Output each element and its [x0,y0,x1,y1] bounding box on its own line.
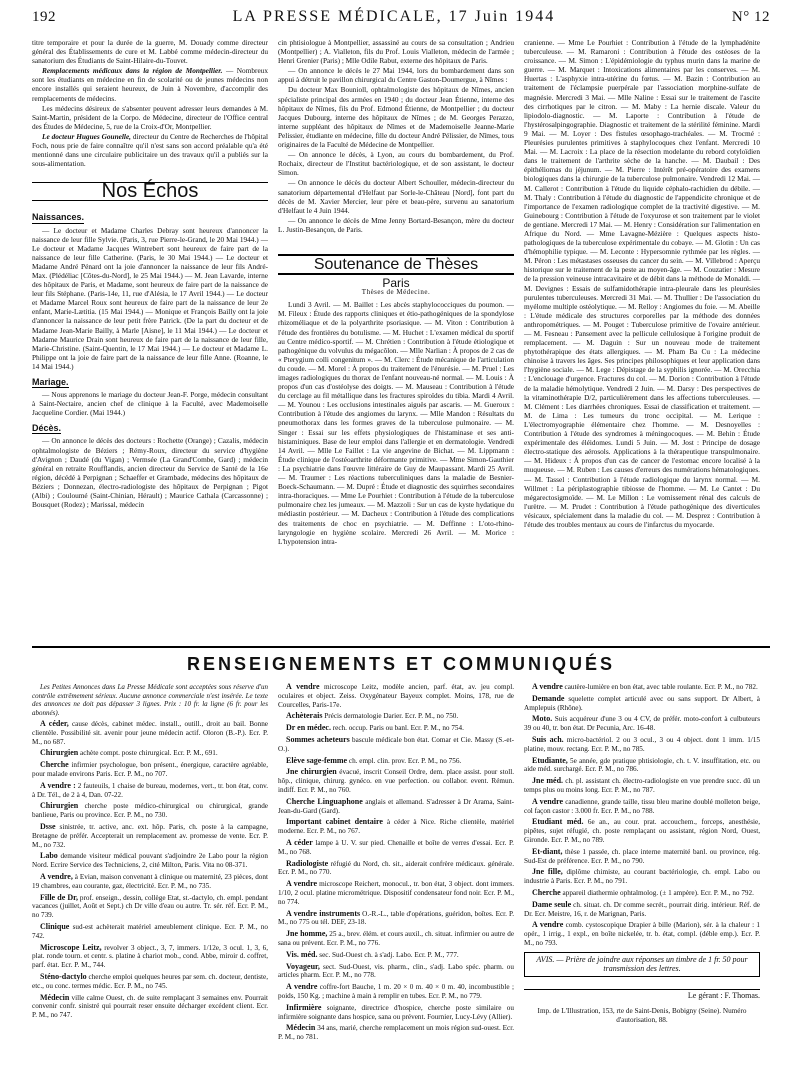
ad-text: sinistrée, tr. active, anc. ext. hôp. Paris, ch. poste à la campagne, Bretagne de préfér. Accepterait un remplacement av. promesse de vente. Ecr. P. M., no 732. [32,822,268,849]
ad-text: soignante, directrice d'hospice, cherche poste similaire ou infirmière soignante dans hospice, sana ou prévent. Fournier, Lucy-Lévy (Allier). [278,1003,514,1021]
ad-lead: Médecin [40,992,70,1002]
ad-text: squelette complet articulé avec ou sans support. Dr Albert, à Amplepuis (Rhône). [524,694,760,712]
page-header [32,8,770,30]
ad-lead: Important cabinet dentaire [286,817,383,827]
classified-ad [32,852,268,870]
classified-ad [278,683,514,709]
mariage-text: — Nous apprenons le mariage du docteur Jean-F. Porge, médecin consultant à Saint-Nectaire, ancien chef de clinique à la Faculté, avec Mademoiselle Jacqueline Cordier. (Mai 1944.) [32,390,268,418]
ad-lead: A vendre : [40,780,76,790]
remplacements-text-2: Les médecins désireux de s'absenter peuvent adresser leurs demandes à M. Saint-Martin, président de la Corpo. de Médecine, directeur de l'Office central des Études de Médecine, 5, rue de la Croix-d'Or, Montpellier. [32,103,268,131]
ad-lead: Cherche [40,760,69,770]
ad-lead: A vendre [286,682,320,691]
ad-lead: Infirmière [286,1002,322,1012]
renseignements-title: RENSEIGNEMENTS ET COMMUNIQUÉS [32,646,770,675]
ad-text: infirmier psychologue, bon présent., énergique, caractère agréable, pour malade environs Paris. Ecr. P. M., no 707. [32,761,268,778]
ad-lead: Jne méd. [532,776,564,786]
classified-ad [524,901,760,919]
gounelle-heading: Le docteur Hugues Gounelle, [42,131,132,141]
classified-ad [524,695,760,713]
classified-ad [524,777,760,795]
classified-ad [278,910,514,928]
deces-text: — On annonce le décès des docteurs : Rochette (Orange) ; Cazalis, médecin ophtalmologiste de Béziers ; Rémy-Roux, directeur du service d'hygiène d'Avignon ; Daudé (du Vigan) ; Vermsée (La Grand'Combe, Gard) ; médecin général en retraite Roufflandis, ancien directeur du Service de Santé de la 16e région, décédé à Perpignan ; Schaeffer et Grambade, médecins des hôpitaux de Béziers ; Donnezan, électro-radiologiste des hôpitaux de Perpignan ; Pigot (Albi) ; Couloumé (Saint-Chinian, Hérault) ; Maurice Cathala (Carcassonne) ; Bousquet (Rodez) ; Marissal, médecin [32,436,268,510]
imprint: Imp. de L'Illustration, 153, rte de Saint-Denis, Bobigny (Seine). Numéro d'autorisation, 88. [537,1007,747,1024]
ad-lead: Cherche [532,887,561,897]
ad-text: sud-est achèterait matériel ameublement clinique. Ecr. P. M., no 742. [32,922,268,940]
classified-ad [32,782,268,800]
ad-text: réfugié du Nord, ch. sit., aiderait confrère médicaux. générale. Ecr. P. M., no 770. [278,859,514,877]
ad-lead: Chirurgien [40,801,79,811]
remplacements-heading: Remplacements médicaux dans la région de Montpellier. [42,66,223,76]
ad-text: appareil diathermie ophtalmolog. (± 1 ampère). Ecr. P. M., no 792. [560,888,754,897]
ads-intro: Les Petites Annonces dans La Presse Médicale sont acceptées sous réserve d'un contrôle extrêmement sérieux. Aucune annonce commerciale n'est insérée. Le texte des annonces ne doit pas dépasser 3 lignes. Prix : 10 fr. la ligne (6 fr. pour les abonnés). [32,683,268,717]
classified-ad [524,818,760,844]
deces-continued: cin phtisiologue à Montpellier, assassiné au cours de sa consultation ; Andrieu (Montpellier) ; A. Vialleton, fils du Prof. Louis Vialleton, médecin de l'armée ; Henri Grenier (Paris) ; Mlle Odile Rabut, externe des hôpitaux de Paris. [278,38,514,66]
ad-lead: Vis. méd. [286,949,318,959]
ad-text: 6e an., au cour. prat. accouchem., forceps, anesthésie, pipêtes, sujet réfugié, ch. poste remplaçant ou assistant, région Nord, Ouest, Gironde. Ecr. P. M., no 789. [524,818,760,844]
ad-lead: Sommes acheteurs [286,734,350,744]
ad-text: Précis dermatologie Darier. Ecr. P. M., no 750. [322,712,459,721]
naissances-heading: Naissances. [32,212,85,223]
ad-lead: Cherche Linguaphone [286,796,363,806]
ad-lead: Fille de Dr, [40,892,78,902]
ad-text: revolver 3 object., 3, 7, immers. 1/12e, 3 ocul. 1, 3, 6, plat. ronde tourn. et centr. s. platine à chariot mob., cond. Abbe, miroir d. coffret, parf. état. Ecr. P. M., 744. [32,943,268,970]
classified-ad [524,715,760,733]
avis-box: AVIS. — Prière de joindre aux réponses un timbre de 1 fr. 50 pour transmission des lettres. [524,952,760,978]
classified-ad [278,768,514,794]
ad-text: microscope Leitz, modèle ancien, parf. état, av. jeu compl. oculaires et object. Zeiss. Oxygénateur Bayeux complet. Moins, 178, rue de Courcelles, Paris-17e. [278,683,515,709]
ad-text: micro-bactériol. 2 ou 3 ocul., 3 ou 4 object. dont 1 imm. 1/15 platine, mouv. rectang. Ecr. P. M., no 785. [524,735,760,753]
ad-lead: A vendre [286,982,318,992]
ad-lead: Et-diant, [532,846,563,856]
ad-lead: A vendre [532,920,564,930]
classified-ad [278,724,514,733]
ad-lead: Microscope Leitz, [40,942,102,952]
echos-title: Nos Échos [32,182,268,201]
ad-lead: A vendre [532,682,563,691]
ad-lead: Dsse [40,821,56,831]
classified-ad [278,880,514,906]
ad-text: sect. Sud-Ouest, vis. pharm., clin., s'adj. Labo spéc. pharm. ou articles pharm. Ecr. P. M., no 778. [278,962,514,980]
ad-text: à céder à Nice. Riche clientèle, matériel moderne. Ecr. P. M., no 767. [278,818,515,836]
ad-text: 2 fauteuils, 1 chaise de bureau, modernes, vert., tr. bon état, conv. à Dr. Tél., de 2 à 4, Dan. 07-22. [32,781,269,799]
ad-text: diplôme chimiste, au courant bactériologie, ch. empl. Labo ou industrie à Paris. Ecr. P. M., no 791. [524,868,761,886]
journal-title: LA PRESSE MÉDICALE, 17 Juin 1944 [232,8,556,25]
ad-lead: Achèterais [286,711,323,721]
classified-ad [524,848,760,866]
ad-lead: Chirurgien [40,748,79,758]
intro-paragraph: titre temporaire et pour la durée de la guerre, M. Douady comme directeur général des Établissements de cure et M. Labbé comme médecin-directeur du sanatorium des Étudiants de Saint-Hilaire-du-Touvet. [32,38,268,66]
theses-title: Soutenance de Thèses [278,254,514,275]
column-2 [278,38,514,640]
ad-lead: Demande [532,693,565,703]
classified-ad [278,1024,514,1042]
classified-ad [524,736,760,754]
ad-text: à Evian, maison convenant à clinique ou maternité, 23 pièces, dont 19 chambres, eau courante, gaz, électricité. Ecr. P. M., no 735. [32,872,268,890]
ad-lead: A vendre [532,796,564,806]
nimes-victims-text: Du docteur Max Bounioll, ophtalmologiste des hôpitaux de Nîmes, ancien spécialiste principal des armées en 1940 ; du docteur Jean Étienne, interne des hôpitaux de Nîmes, fils du Prof. Edmond Étienne, de Montpellier ; du docteur Jacques Dubourg, interne des hôpitaux de Nîmes ; de M. Georges Perazzo, interne suppléant des hôpitaux de Nîmes et de Mademoiselle Jeanne-Marie Pelissier, étudiante en médecine, fille du docteur André Pélissier, de Nîmes, tous originaires de la Faculté de Médecine de Montpellier. [278,85,514,150]
column-3 [524,38,760,640]
deces-heading: Décès. [32,423,62,434]
ads-list-2 [278,683,514,1042]
ad-text: O.-R.-L., table d'opérations, guéridon, boîtes. Ecr. P. M., no 775 ou tél. DEF, 23-18. [278,909,515,927]
classified-ad [524,921,760,947]
remplacements-text: — Nombreux sont les étudiants en médecine en fin de scolarité ou de jeunes médecins non encore installés qui seraient heureux, de Juin à Novembre, d'accomplir des remplacements de médecins. [32,66,268,103]
classified-ad [32,749,268,758]
ad-text: ch. empl. clin. prov. Ecr. P. M., no 756. [347,756,462,765]
classified-ad [524,868,760,886]
classified-ad [32,873,268,891]
classified-ad [278,757,514,766]
theses-city: Paris [382,276,410,291]
classified-ad [278,712,514,721]
ads-list-1 [32,720,268,1020]
ad-lead: Jne chirurgien [286,767,337,777]
ad-lead: Sténo-dactylo [40,971,87,981]
classified-ad [278,798,514,816]
ads-column-1 [32,683,268,1045]
ad-lead: A céder, [40,719,69,728]
ad-text: cherche emploi quelques heures par sem. ch. docteur, dentiste, etc., ou conc. termes médic. Ecr. P. M., no 745. [32,972,268,990]
ad-text: microscope Reichert, monocul., tr. bon état, 3 object. dont immers. 1/10, 2 ocul. platine micrométrique. Dispositif condensateur fond noir. Ecr. P. M., no 774. [278,880,514,906]
classified-ad [32,894,268,920]
ad-text: ville calme Ouest, ch. de suite remplaçant 3 semaines env. Pourrait convenir confr. sinistré qui pourrait reser ensuite décharger excédent client. Ecr. P. M., no 747. [32,993,268,1020]
column-1 [32,38,268,640]
ad-lead: Etudiant méd. [532,817,584,827]
ad-lead: Etudiante, [532,755,568,765]
theses-list: Lundi 3 Avril. — M. Baillet : Les abcès staphylococciques du poumon. — M. Fileux : Étude des rapports cliniques et étio-pathogéniques de la spondylose rhizoméliaque et de la polyarthrite psoriasique. — M. Viton : Contribution à l'étude des frontières du botulisme. — M. Huchet : L'examen médical du sportif au Centre médico-sportif. — M. Chrétien : Contribution à l'étude étiologique et pathogénique du volvulus du mégacôlon. — Mlle Narlian : À propos de 2 cas de « Pterygium colli congenitum ». — M. Clerc : Étude mécanique de l'articulation du coude. — M. Morel : À propos du traitement de l'énurésie. — M. Pruel : Les images radiologiques du thorax de l'enfant nouveau-né normal. — M. Louis : À propos d'un cas d'ostéolyse des doigts. — M. Mauseau : Contribution à l'étude du cerclage au fil métallique dans les fractures spiroïdes du tibia. Mardi 4 Avril. — M. Younou : Les occlusions intestinales aiguës par ascaris. — M. Gueroux : Contribution à l'étude des angiomes du larynx. — Mlle Mandon : Résultats du pneumothorax dans les formes graves de la tuberculose pulmonaire. — M. Singer : Essai sur les effets physiologiques de l'histaminase et ses anti-histaminiques. Base de leur emploi dans l'allergie et en dermatologie. Vendredi 14 Avril. — Mlle Le Faillet : La vie angevine de Bichat. — M. Lippmann : Étude clinique de l'ostéoarthrite déformante primitive. — Mme Simon-Gauthier : La psychiatrie dans l'œuvre littéraire de Guy de Maupassant. Mardi 25 Avril. — M. Traumer : Les réactions tuberculiniques dans la maladie de Besnier-Boeck-Schaumann. — M. Dupré : Étude et diagnostic des squirrhes secondaires intra-thoraciques. — Mme Le Pourhiet : Contribution à l'étude de la tuberculose pulmonaire chez les jumeaux. — M. Mazzoli : Sur un cas de kyste hydatique du médiastin postérieur. — M. Dacheux : Contribution à l'étude des complications des traitements de choc en psychiatrie. — M. Deffinne : L'oto-rhino-laryngologie en hygiène scolaire. Mercredi 26 Avril. — M. Morice : L'hypotension intra- [278,300,514,546]
ad-lead: A vendre instruments [286,908,361,918]
classified-ad [278,860,514,878]
classified-ad [524,683,760,692]
ad-text: canadienne, grande taille, tissu bleu marine doublé molleton beige, col façon castor : 3.000 fr. Ecr. P. M., no 788. [524,797,761,815]
theses-list-continued: cranienne. — Mme Le Pourhiet : Contribution à l'étude de la lymphadénite tuberculeuse. — M. Ramaroni : Contribution à l'étude des ostéoses de la croissance. — M. Simon : L'épidémiologie du typhus murin dans la marine de guerre. — M. Marquet : Intoxications alimentaires par les conserves. — M. Huertas : L'asphyxie intra-utérine du fœtus. — M. Bazin : Contribution au traitement de l'éclampsie puerpérale par l'association morphine-sulfate de magnésie. Mercredi 3 Mai. — Mlle Naline : Essai sur le traitement de l'ascite des cirrhotiques par le citron. — M. Maby : La hernie discale. Valeur du lipiodolo-diagnostic. — M. Laporte : Contribution à l'étude de l'hystérosalpingographie. Diagnostic et traitement de la stérilité féminine. Mardi 9 Mai. — M. Loyer : Des fistules œsophago-trachéales. — M. Trocmé : Pleurésies purulentes primitives à staphylocoques chez l'enfant. Mercredi 10 Mai. — M. Lacroix : La place de la résection modelante du rebord cotyloïdien dans le traitement de l'arthrite sèche de la hanche. — M. Daubail : Des épithéliomas du jéjunum. — M. Pierre : Intérêt pré-opératoire des examens biologiques dans la chirurgie de la tuberculose pulmonaire. Vendredi 12 Mai. — M. Callerot : Contribution à l'étude du liquide céphalo-rachidien du débile. — M. Thaly : Contribution à l'étude du diagnostic de l'appendicite chronique et de l'importance de l'examen radiologique complet de la tractivité digestive. — M. Guinebourg : Contribution à l'étude de l'oxyurose et son traitement par le violet de gentiane. Mercredi 17 Mai. — M. Henry : Considération sur l'alimentation en Afrique du Nord. — Mme Lavagne-Mézière : Quelques aspects histo-pathologiques de la tuberculose expérimentale du cobaye. — M. Glotin : Un cas d'hémophilie typique. — M. Leconte : Hypersomnie rythmée par les règles. — M. Péron : Les métastases osseuses du cancer du sein. — M. Villebrod : Aperçu historique sur le traitement de la peste au moyen-âge. — M. Couzatier : Mesure de la pression veineuse intracavitaire et de débit dans la méthode de Monaldi. — M. Devignes : Essais de sulfamidothérapie intra-pleurale dans les pleurésies purulentes tuberculeuses. Mercredi 31 Mai. — M. Thullier : De l'association du myélome multiple ostéolytique. — M. Relloy : Angiomes du foie. — M. Abeille : L'étude médicale des structures corporelles par la méthode des données anthropométriques. — M. Pouget : Tuberculose primitive de l'ovaire antérieur. — M. Fesneau : Pansement avec la pellicule cellulosique à l'origine produit de remplacement. — M. Daguin : Sur un nouveau mode de traitement phytothérapique des états allergiques. — M. Pham Ba Cu : La médecine chinoise à travers les âges. Ses principes philosophiques et leur application dans l'hygiène sociale. — M. Lege : Dépistage de la syphilis ignorée. — M. Orecchia : L'enclouage d'urgence. Fractures du col. — M. Dorion : Contribution à l'étude de la maladie hémolytique. Vendredi 2 Juin. — M. Darsy : Des perspectives de la vitaminothérapie D/2, particulièrement dans les affections tuberculeuses. — M. Clément : Les diarrhées chroniques. Essai de classification et traitement. — M. de Lima : Les tumeurs du tronc occipital. — M. Lerique : L'électromyographie élémentaire chez l'homme. — M. Desnoyelles : Contribution à l'étude des syndromes à méningocoques. — M. Behin : Étude expérimentale des éléidomes. Lundi 5 Juin. — M. Jost : Principe de dosage électro-statique des aérosols. Applications à la thérapeutique transpulmonaire. — M. Hideux : À propos d'un cas de cancer de l'estomac encore localisé à la muqueuse. — M. Ruben : Les causes d'erreurs des numérations hématologiques. — M. Tassel : Contribution à l'étude radiologique du larynx normal. — M. Willmet : La périplastographie tibiosse de l'homme. — M. Le Cantet : Du mégarectosigmoïde. — M. Le Millon : Le vomissement rénal des calculs de l'urètre. — M. Prudet : Contribution à l'étude pathogénique des diverticules vésicaux, spécialement dans la maladie du col. — M. Desprez : Contribution à l'étude des troubles mentaux au cours de l'infarctus du myocarde. [524,38,760,529]
classified-ad [278,818,514,836]
bombardement-text: — On annonce le décès le 27 Mai 1944, lors du bombardement dans son appui à détruit le pavillon chirurgical du Centre Gaston-Doumergue, à Nîmes : [278,66,514,85]
naissances-text: — Le docteur et Madame Charles Debray sont heureux d'annoncer la naissance de leur fille Sylvie. (Paris, 3, rue Pierre-le-Grand, le 20 Mai 1944.) — Le docteur et Madame Jacques Wintrebert sont heureux de faire part de la naissance de leur fille Catherine. (Paris, le 30 Mai 1944.) — Le docteur et Madame André Pénard ont la joie d'annoncer la naissance de leur fils André-Max. (Plédéliac [Côtes-du-Nord], le 25 Mai 1944.) — M. Jean Lavarde, interne des hôpitaux de Paris, et Madame, sont heureux de faire part de la naissance de leur fils Stéphane. (Paris-14e, 11, rue d'Alésia, le 17 Avril 1944.) — Le docteur et Madame Marcel Roux sont heureux de faire part de la naissance de leur 2e enfant, Marie-Lætitia. (15 Mai 1944.) — Monique et François Bailly ont la joie d'annoncer la naissance de leur petit frère Patrick. (De la part du docteur et de Madame Jean-Marie Bailly, à Marle [Aisne], le 11 Mai 1944.) — Le docteur et Madame Maurice Drain sont heureux de faire part de la naissance de leur fille, Marie-Christine. (Saint-Quentin, le 17 Mai 1944.) — Le docteur et Madame L. Philippe ont la joie de faire part de la naissance de leur fille Anne. (Roanne, le 14 Mai 1944.) [32,225,268,371]
ad-text: ch. situat. ch. Dr comme secrét., pourrait dirig. intérieur. Réf. de Dr. Ecr. Meistre, 16, r. de Marignan, Paris. [524,900,760,918]
classified-ad [278,963,514,981]
classified-ad [32,923,268,941]
ad-lead: Radiologiste [286,858,329,868]
classified-ad [32,823,268,849]
schouller-text: — On annonce le décès du docteur Albert Schouller, médecin-directeur du sanatorium départemental d'Helfaut par Sorle-le-Château [Nord], font part du décès de M. Xavier Mercier, leur père et beau-père, survenu au sanatorium d'Helfaut le 4 Juin 1944. [278,178,514,215]
ad-text: prof. enseign., dessin, collège Etat, st.-dactylo, ch. empl. pendant vacances (juillet, Août et Sept.) ch Dr ville d'eau ou autre. Tr. sér. réf. Ecr. P. M., no 739. [32,893,268,920]
ad-text: 5e année, gde pratique phtisiologie, ch. t. V. insuffitation, etc. ou aide méd. surchargé. Ecr. P. M., no 786. [524,756,760,774]
classified-ad [524,757,760,775]
classified-ad [32,761,268,779]
ads-column-3 [524,683,760,1045]
ad-text: 25 a., brev. élém. et cours auxil., ch. situat. infirmier ou autre de sana ou prévent. Ecr. P. M., no 776. [278,930,515,947]
ad-text: cherche poste médico-chirurgical ou chirurgical, grande banlieue, Paris ou province. Ecr. P. M., no 730. [32,802,268,820]
classified-ad [32,944,268,970]
gerant-line: Le gérant : F. Thomas. [524,989,760,1001]
ad-lead: Clinique [40,921,70,931]
ad-text: cautère-lumière en bon état, avec table roulante. Ecr. P. M., no 782. [562,683,758,691]
ad-text: thèse 1 passée, ch. place interne maternité banl. ou province, rég. Sud-Est de préférence. Ecr. P. M., no 790. [524,847,760,865]
ad-lead: A céder [286,837,313,847]
ad-text: comb. cystoscopique Drapier à bille (Marion), sér. à la chaleur : 1 opér., 1 irrig., 1 expl., en boîte nickelée, tr. b. état, compl. (déble emp.). Ecr. P. M., no 793. [524,921,760,947]
page-number: 192 [32,9,56,25]
ad-lead: Jne homme, [286,929,328,939]
gounelle-text: directeur du Centre de Recherches de l'hôpital Foch, nous prie de faire connaître qu'il n'est sans son accord préalable qu'a été mentionné dans une circulaire publicitaire un des travaux qu'il a publiés sur la sous-alimentation. [32,131,268,169]
classified-ad [278,930,514,948]
ad-lead: Dr en médec. [286,723,331,733]
ad-lead: Suis ach. [532,734,564,744]
ad-lead: Labo [40,851,58,861]
ad-text: sec. Sud-Ouest ch. à s'adj. Labo. Ecr. P. M., 777. [317,950,459,959]
ad-lead: Moto. [532,714,553,724]
theses-subtitle: Thèses de Médecine. [361,288,431,297]
ad-lead: A vendre, [40,871,73,881]
ad-text: bascule médicale bon état. Comar et Cie. Massy (S.-et-O.). [278,735,514,753]
classified-ad [278,951,514,960]
ad-lead: Médecin [286,1023,316,1033]
lyon-text: — On annonce le décès, à Lyon, au cours du bombardement, du Prof. Rochaix, directeur de l'Institut bactériologique, et de son assistant, le docteur Simon. [278,150,514,178]
ad-lead: Elève sage-femme [286,755,348,765]
classified-ad [524,889,760,898]
classified-ad [32,802,268,820]
ad-text: coffre-fort Bauche, 1 m. 20 × 0 m. 40 × 0 m. 40, incombustible ; poids, 150 Kg. ; machine à main à remplir en tubes. Ecr. P. M., no 779. [278,983,514,1000]
ads-list-3 [524,683,760,948]
ad-lead: Jne fille, [532,867,563,877]
classified-ad [278,839,514,857]
ad-lead: Voyageur, [286,961,320,971]
ad-text: cause décès, cabinet médec. install., outill., droit au bail. Bonne clientèle. Possibilité sit. avenir pour jeune médecin actif. Oloron (B.-P.). Ecr. P. M., no 687. [32,720,268,746]
classified-ad [32,994,268,1020]
issue-number: N° 12 [731,9,770,25]
classified-ad [278,736,514,754]
ad-text: rech. occup. Paris ou banl. Ecr. P. M., no 754. [330,724,464,733]
ad-text: anglais et allemand. S'adresser à Dr Arama, Saint-Jean-du-Gard (Gard). [278,797,515,815]
ad-lead: A vendre [286,879,318,889]
ad-text: 34 ans, marié, cherche remplacement un mois région sud-ouest. Ecr. P. M., no 781. [278,1024,514,1042]
classified-ad [524,798,760,816]
ad-lead: Dame seule [532,899,572,909]
article-columns [32,38,770,640]
classified-ad [32,720,268,746]
ads-column-2 [278,683,514,1045]
bortard-text: — On annonce le décès de Mme Jenny Bortard-Besançon, mère du docteur L. Justin-Besançon, de Paris. [278,215,514,234]
ad-text: ch. pl. assistant ch. électro-radiologiste en vue prendre succ. dû un temps plus ou moins long. Ecr. P. M., no 787. [524,777,760,794]
ad-text: achète compt. poste chirurgical. Ecr. P. M., 691. [78,749,218,758]
classified-ad [278,1004,514,1022]
classified-ad [278,983,514,1001]
ad-text: demande visiteur médical pouvant s'adjoindre 2e Labo pour la région Nord. Ecrire Service des Techniciens, 2, cité Milton, Paris. Vita no 08-371. [32,852,268,870]
mariage-heading: Mariage. [32,377,69,387]
classified-ad [32,973,268,991]
classified-ads [32,683,770,1045]
ad-text: lampe à U. V. sur pied. Chenaille et boîte de verres d'essai. Ecr. P. M., no 768. [278,838,514,856]
ad-text: évacué, inscrit Conseil Ordre, dem. place assist. pour stoll. hôp., clinique, chirurg. gynéco. en vue perfection. ou collabor. event. Rémun. indiff. Ecr. P. M., no 760. [278,768,514,794]
ad-text: Suis acquéreur d'une 3 ou 4 CV, de préfér. moto-confort à culbuteurs 39 ou 40, tr. bon état. Dr Pecunia, Arc. 16-48. [524,715,760,733]
